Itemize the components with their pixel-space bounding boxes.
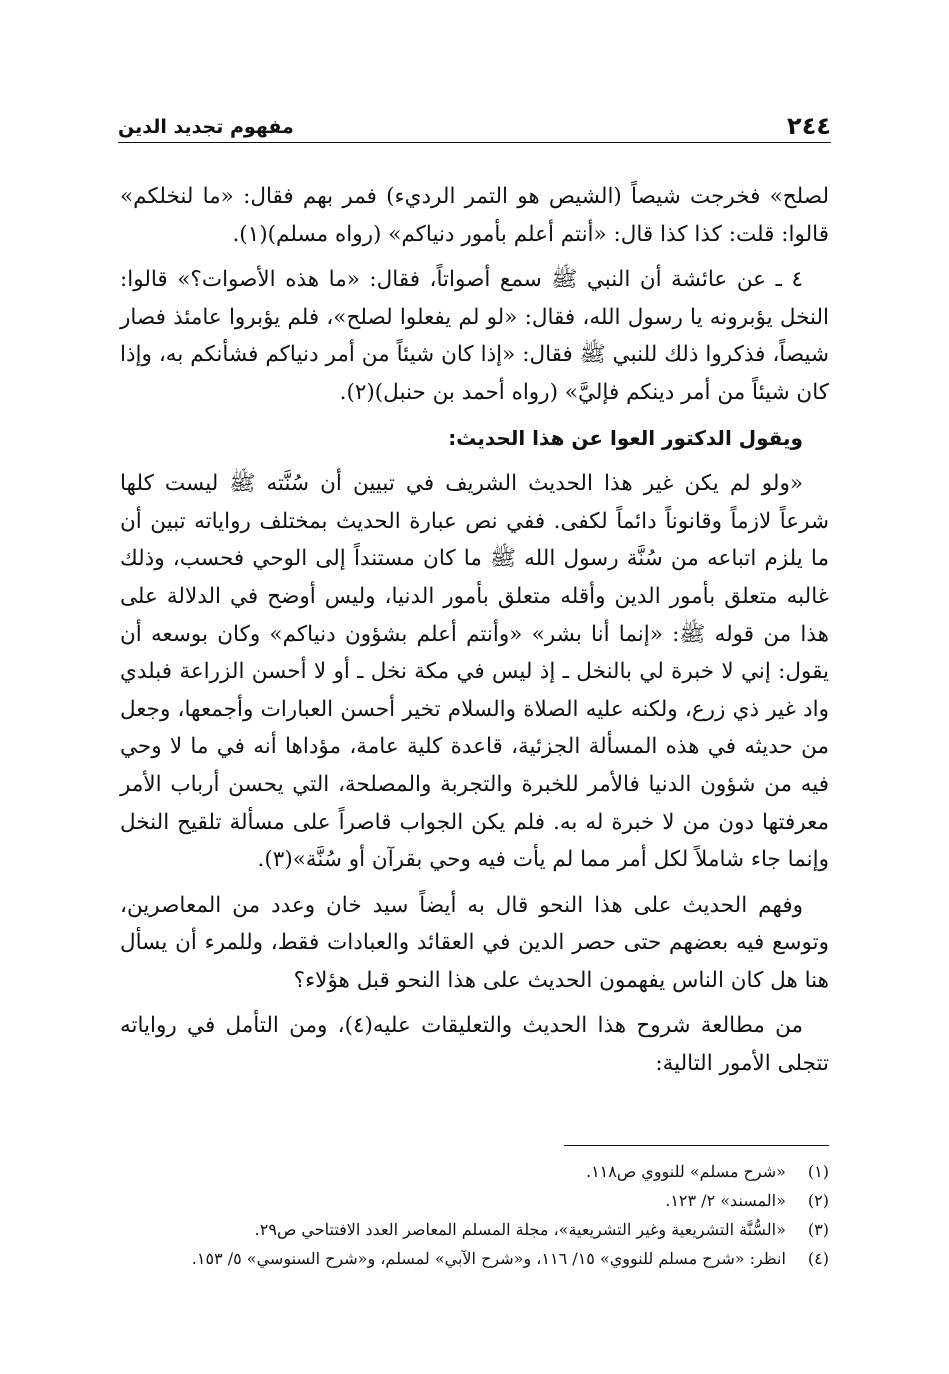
footnote-item xyxy=(120,1186,829,1215)
footnote-number: (٣) xyxy=(807,1220,829,1239)
subheading-dr-awa: ويقول الدكتور العوا عن هذا الحديث: xyxy=(448,425,803,450)
footnote-text: «شرح مسلم» للنووي ص١١٨. xyxy=(585,1162,786,1181)
footnotes xyxy=(120,1157,829,1273)
paragraph-hadith-continuation: لصلح» فخرجت شيصاً (الشيص هو التمر الرديء) فمر بهم فقال: «ما لنخلكم» قالوا: قلت: كذا كذا قال: «أنتم أعلم بأمور دنياكم» (رواه مسلم)(١). xyxy=(120,184,829,247)
footnote-item xyxy=(120,1244,829,1273)
footnote-number: (٤) xyxy=(807,1249,829,1268)
paragraph-commentaries: من مطالعة شروح هذا الحديث والتعليقات عليه(٤)، ومن التأمل في رواياته تتجلى الأمور التالية: xyxy=(120,1013,829,1077)
footnote-text: انظر: «شرح مسلم للنووي» ١٥/ ١١٦، و«شرح الآبي» لمسلم، و«شرح السنوسي» ٥/ ١٥٣. xyxy=(191,1249,786,1268)
footnote-text: «السُّنَّة التشريعية وغير التشريعية»، مجلة المسلم المعاصر العدد الافتتاحي ص٢٩. xyxy=(254,1220,786,1239)
body-text xyxy=(120,178,829,1091)
page-header xyxy=(118,112,831,144)
page-number: ٢٤٤ xyxy=(787,112,831,140)
paragraph-understanding: وفهم الحديث على هذا النحو قال به أيضاً سيد خان وعدد من المعاصرين، وتوسع فيه بعضهم حتى حصر الدين في العقائد والعبادات فقط، وللمرء أن يسأل هنا هل كان الناس يفهمون الحديث على هذا النحو قبل هؤلاء؟ xyxy=(120,892,829,993)
running-title: مفهوم تجديد الدين xyxy=(118,116,294,138)
footnote-rule xyxy=(564,1145,829,1146)
footnote-text: «المسند» ٢/ ١٢٣. xyxy=(665,1191,786,1210)
paragraph-hadith-aisha: ٤ ـ عن عائشة أن النبي ﷺ سمع أصواتاً، فقال: «ما هذه الأصوات؟» قالوا: النخل يؤبرونه يا رسول الله، فقال: «لو لم يفعلوا لصلح»، فلم يؤبروا عامئذ فصار شيصاً، فذكروا ذلك للنبي ﷺ فقال: «إذا كان شيئاً من أمر دنياكم فشأنكم به، وإذا كان شيئاً من أمر دينكم فإليَّ» (رواه أحمد بن حنبل)(٢). xyxy=(120,267,829,405)
footnote-number: (١) xyxy=(807,1162,829,1181)
header-rule xyxy=(118,142,831,143)
paragraph-quote-awa: «ولو لم يكن غير هذا الحديث الشريف في تبيين أن سُنَّته ﷺ ليست كلها شرعاً لازماً وقانوناً دائماً لكفى. ففي نص عبارة الحديث بمختلف رواياته تبين أن ما يلزم اتباعه من سُنَّة رسول الله ﷺ ما كان مستنداً إلى الوحي فحسب، وذلك غالبه متعلق بأمور الدين وأقله متعلق بأمور الدنيا، وليس أوضح في الدلالة على هذا من قوله ﷺ: «إنما أنا بشر» «وأنتم أعلم بشؤون دنياكم» وكان بوسعه أن يقول: إني لا خبرة لي بالنخل ـ إذ ليس في مكة نخل ـ أو لا أحسن الزراعة فبلدي واد غير ذي زرع، ولكنه عليه الصلاة والسلام تخير أحسن العبارات وأجمعها، وجعل من حديثه في هذه المسألة الجزئية، قاعدة كلية عامة، مؤداها أنه في ما لا وحي فيه من شؤون الدنيا فالأمر للخبرة والتجربة والمصلحة، التي يحسن أرباب الأمر معرفتها دون من لا خبرة له به. فلم يكن الجواب قاصراً على مسألة تلقيح النخل وإنما جاء شاملاً لكل أمر مما لم يأت فيه وحي بقرآن أو سُنَّة»(٣). xyxy=(120,471,829,873)
footnote-item xyxy=(120,1157,829,1186)
footnote-item xyxy=(120,1215,829,1244)
footnote-number: (٢) xyxy=(807,1191,829,1210)
